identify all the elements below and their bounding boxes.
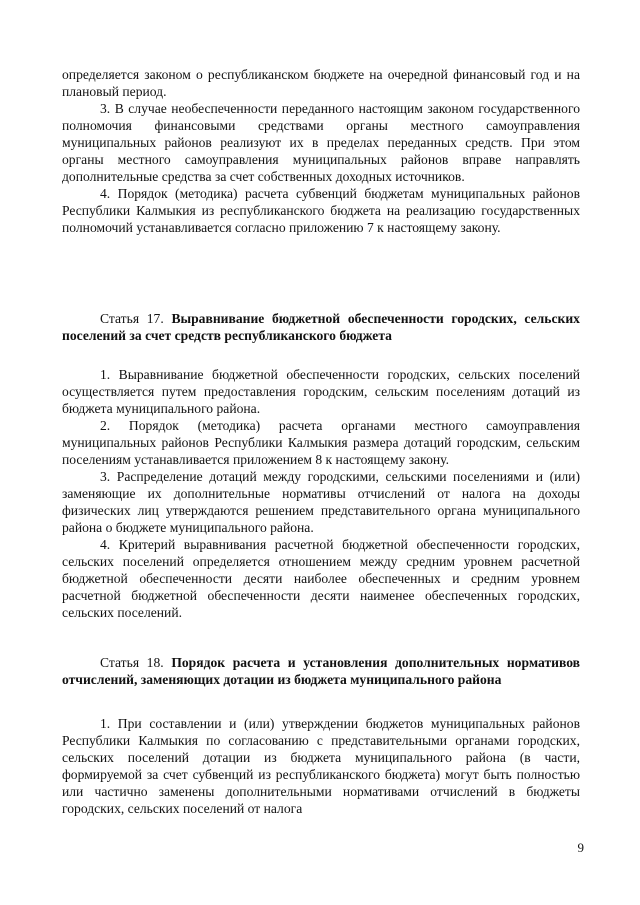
article-title: Выравнивание бюджетной обеспеченности городских, сельских поселений за счет средств республиканского бюджета (62, 311, 580, 343)
article-17-body (62, 366, 580, 621)
paragraph-4: 4. Порядок (методика) расчета субвенций бюджетам муниципальных районов Республики Калмыкия из республиканского бюджета на реализацию государственных полномочий устанавливается согласно приложению 7 к настоящему закону. (62, 186, 580, 235)
article-17-heading (62, 310, 580, 344)
article-label: Статья 18. (100, 655, 164, 670)
article-heading (62, 654, 580, 688)
article-label: Статья 17. (100, 311, 164, 326)
article-18-paragraph-1: 1. При составлении и (или) утверждении бюджетов муниципальных районов Республики Калмыкия по согласованию с представительными органами городских, сельских поселений дотации из бюджета муниципального района (в части, формируемой за счет субвенций из республиканского бюджета) могут быть полностью или частично заменены дополнительными нормативами отчислений в бюджеты городских, сельских поселений от налога (62, 716, 580, 816)
article-17-paragraph-4: 4. Критерий выравнивания расчетной бюджетной обеспеченности городских, сельских поселений определяется отношением между средним уровнем расчетной бюджетной обеспеченности десяти наиболее обеспеченных и средним уровнем расчетной бюджетной обеспеченности десяти наименее обеспеченных городских, сельских поселений. (62, 537, 580, 620)
article-title: Порядок расчета и установления дополнительных нормативов отчислений, заменяющих дотации из бюджета муниципального района (62, 655, 580, 687)
paragraph-3: 3. В случае необеспеченности переданного настоящим законом государственного полномочия финансовыми средствами органы местного самоуправления муниципальных районов реализуют их в пределах переданных средств. При этом органы местного самоуправления муниципальных районов вправе направлять дополнительные средства за счет собственных доходных источников. (62, 101, 580, 184)
page-number: 9 (577, 840, 584, 855)
article-18-body (62, 715, 580, 817)
article-17-paragraph-3: 3. Распределение дотаций между городскими, сельскими поселениями и (или) заменяющие их дополнительные нормативы отчислений от налога на доходы физических лиц утверждаются решением представительного органа муниципального района о бюджете муниципального района. (62, 469, 580, 535)
paragraph-continuation: определяется законом о республиканском бюджете на очередной финансовый год и на плановый период. (62, 67, 580, 99)
article-18-heading (62, 654, 580, 688)
top-section (62, 66, 580, 236)
article-17-paragraph-2: 2. Порядок (методика) расчета органами местного самоуправления муниципальных районов Республики Калмыкия размера дотаций городским, сельским поселениям устанавливается приложением 8 к настоящему закону. (62, 418, 580, 467)
article-heading (62, 310, 580, 344)
article-17-paragraph-1: 1. Выравнивание бюджетной обеспеченности городских, сельских поселений осуществляется путем предоставления городским, сельским поселениям дотаций из бюджета муниципального района. (62, 367, 580, 416)
